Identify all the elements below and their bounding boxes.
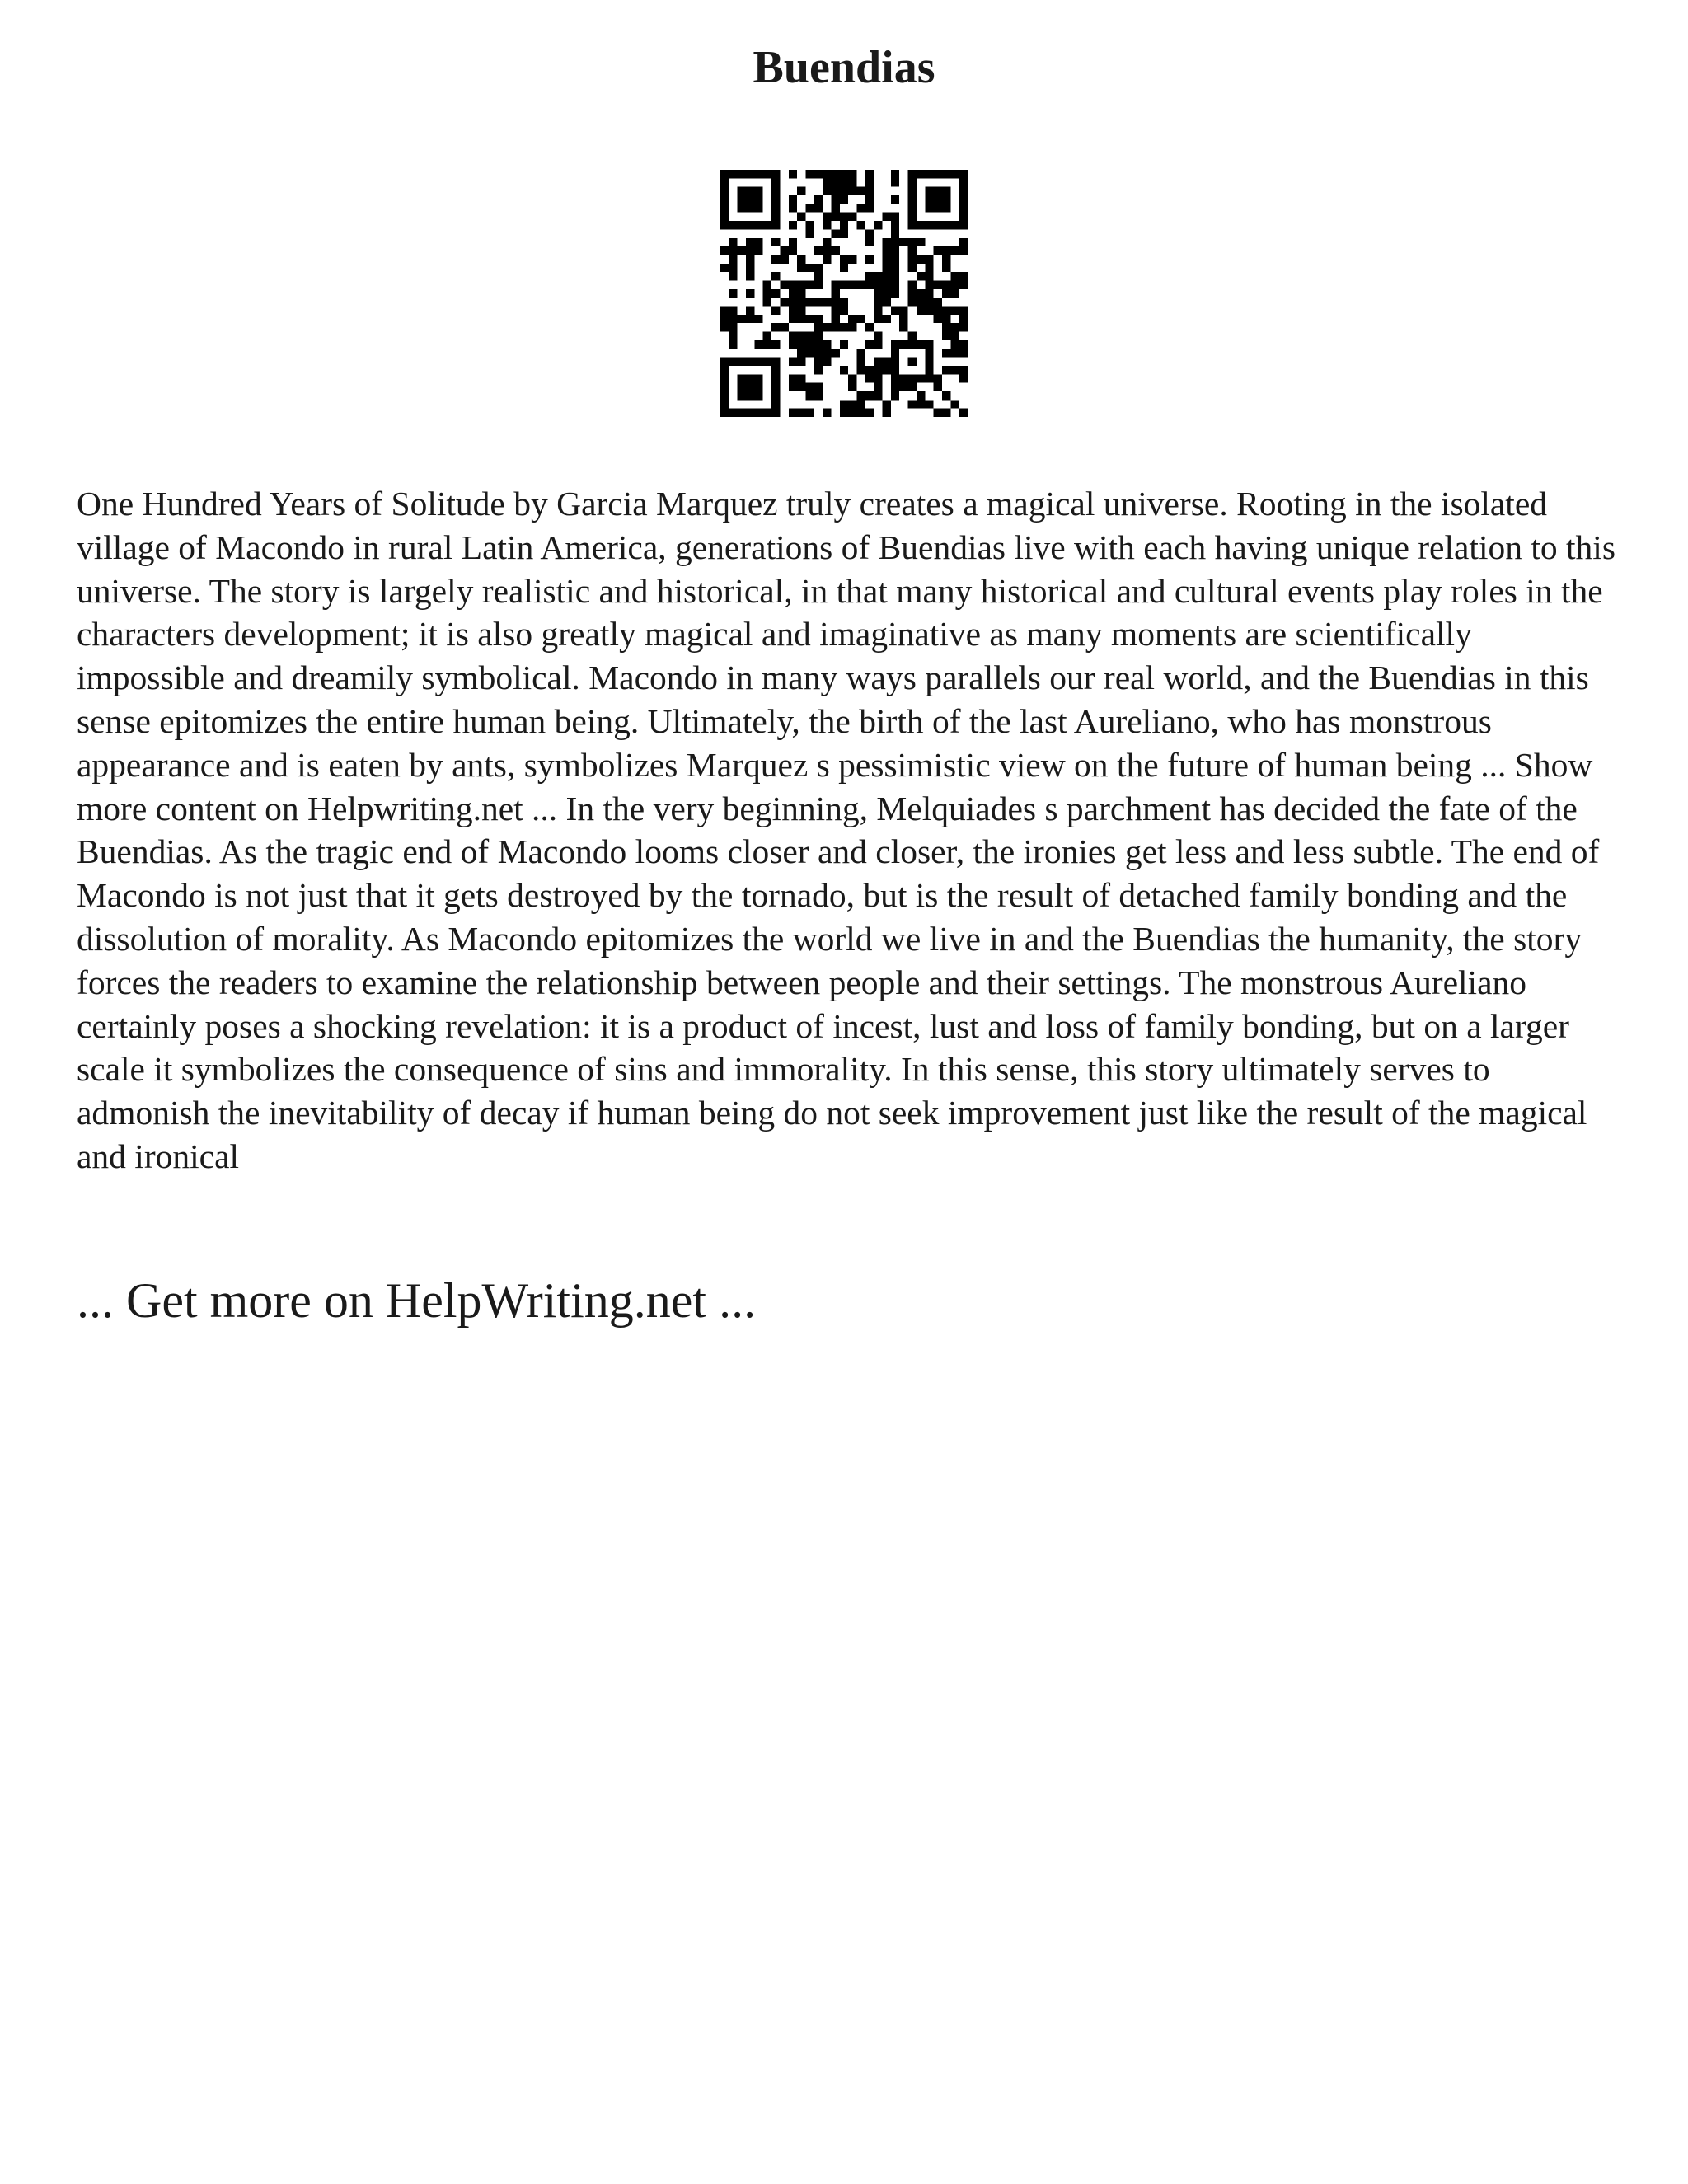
page-title: Buendias bbox=[753, 42, 935, 93]
qr-code-icon bbox=[720, 170, 968, 417]
article-body: One Hundred Years of Solitude by Garcia Marquez truly creates a magical universe. Rooting in the isolated village of Macondo in rural Latin America, generations of Buendias live with each having unique relation to this universe. The story is largely realistic and historical, in that many historical and cultural events play roles in the characters development; it is also greatly magical and imaginative as many moments are scientifically impossible and dreamily symbolical. Macondo in many ways parallels our real world, and the Buendias in this sense epitomizes the entire human being. Ultimately, the birth of the last Aureliano, who has monstrous appearance and is eaten by ants, symbolizes Marquez s pessimistic view on the future of human being ... Show more content on Helpwriting.net ... In the very beginning, Melquiades s parchment has decided the fate of the Buendias. As the tragic end of Macondo looms closer and closer, the ironies get less and less subtle. The end of Macondo is not just that it gets destroyed by the tornado, but is the result of detached family bonding and the dissolution of morality. As Macondo epitomizes the world we live in and the Buendias the humanity, the story forces the readers to examine the relationship between people and their settings. The monstrous Aureliano certainly poses a shocking revelation: it is a product of incest, lust and loss of family bonding, but on a larger scale it symbolizes the consequence of sins and immorality. In this sense, this story ultimately serves to admonish the inevitability of decay if human being do not seek improvement just like the result of the magical and ironical bbox=[77, 485, 1615, 1175]
get-more-link-text: ... Get more on HelpWriting.net ... bbox=[77, 1273, 757, 1328]
